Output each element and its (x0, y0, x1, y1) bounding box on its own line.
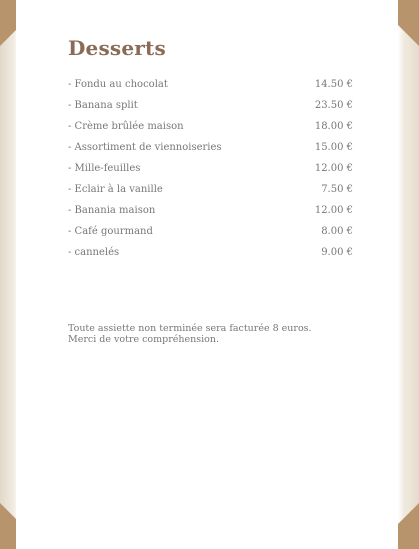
item-price: 18.00 € (314, 121, 353, 132)
item-name: - Fondu au chocolat (68, 79, 168, 90)
item-name: - Assortiment de viennoiseries (68, 142, 222, 153)
item-price: 8.00 € (321, 226, 353, 237)
footer-note (68, 323, 338, 345)
menu-item (68, 163, 353, 184)
item-price: 9.00 € (321, 247, 353, 258)
menu-item (68, 142, 353, 163)
item-name: - Café gourmand (68, 226, 153, 237)
menu-item (68, 121, 353, 142)
item-price: 12.00 € (314, 163, 353, 174)
item-price: 12.00 € (314, 205, 353, 216)
item-price: 23.50 € (314, 100, 353, 111)
menu-item (68, 100, 353, 121)
item-name: - Eclair à la vanille (68, 184, 163, 195)
item-price: 7.50 € (321, 184, 353, 195)
page-title: Desserts (68, 36, 166, 60)
menu-item (68, 226, 353, 247)
menu-item (68, 247, 353, 268)
menu-item (68, 184, 353, 205)
item-name: - Banania maison (68, 205, 156, 216)
menu-item (68, 205, 353, 226)
note-line-thanks: Merci de votre compréhension. (68, 334, 220, 345)
menu-item (68, 79, 353, 100)
note-line-surcharge: Toute assiette non terminée sera facturée 8 euros. (68, 323, 312, 334)
item-price: 14.50 € (314, 79, 353, 90)
item-name: - cannelés (68, 247, 120, 258)
dessert-list (68, 79, 353, 268)
item-name: - Mille-feuilles (68, 163, 141, 174)
item-name: - Crème brûlée maison (68, 121, 184, 132)
item-price: 15.00 € (314, 142, 353, 153)
item-name: - Banana split (68, 100, 138, 111)
